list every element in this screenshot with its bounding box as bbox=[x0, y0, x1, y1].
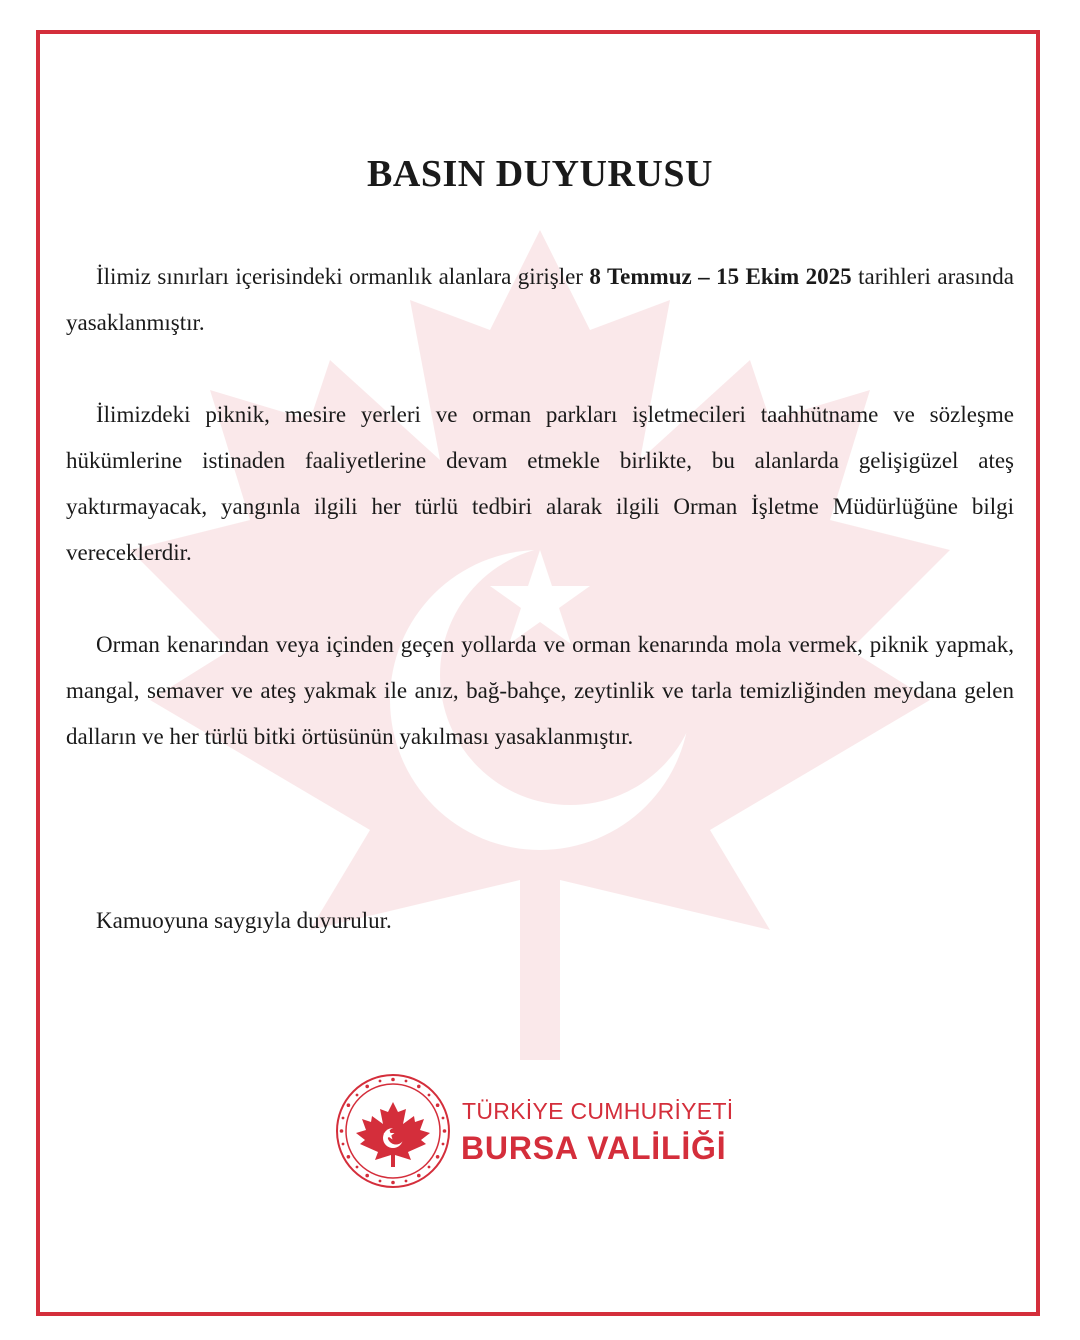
paragraph-text: Orman kenarından veya içinden geçen yollarda ve orman kenarında mola vermek, piknik yapmak, mangal, semaver ve ateş yakmak ile anız, bağ-bahçe, zeytinlik ve tarla temizliğinden meydana gelen dalların ve her türlü bitki örtüsünün yakılması yasaklanmıştır. bbox=[66, 632, 1014, 749]
paragraph-text: İlimiz sınırları içerisindeki ormanlık alanlara girişler bbox=[96, 264, 590, 289]
logo-line-country: TÜRKİYE CUMHURİYETİ bbox=[462, 1098, 734, 1124]
paragraph-forest-ban bbox=[66, 254, 1014, 346]
governorship-logo bbox=[334, 1072, 754, 1196]
page-title: BASIN DUYURUSU bbox=[367, 153, 713, 195]
paragraph-prohibited-activities bbox=[66, 622, 1014, 760]
logo-line-institution: BURSA VALİLİĞİ bbox=[461, 1130, 727, 1166]
governorship-seal-icon bbox=[334, 1072, 452, 1190]
paragraph-picnic-operators bbox=[66, 392, 1014, 576]
ban-date-range: 8 Temmuz – 15 Ekim 2025 bbox=[589, 264, 852, 289]
paragraph-closing bbox=[66, 898, 1014, 944]
paragraph-text: İlimizdeki piknik, mesire yerleri ve orman parkları işletmecileri taahhütname ve sözleşme hükümlerine istinaden faaliyetlerine devam etmekle birlikte, bu alanlarda gelişigüzel ateş yaktırmayacak, yangınla ilgili her türlü tedbiri alarak ilgili Orman İşletme Müdürlüğüne bilgi vereceklerdir. bbox=[66, 402, 1014, 565]
paragraph-text: tarihleri arasında yasaklanmıştır. bbox=[66, 264, 1014, 335]
paragraph-text: Kamuoyuna saygıyla duyurulur. bbox=[96, 908, 392, 933]
